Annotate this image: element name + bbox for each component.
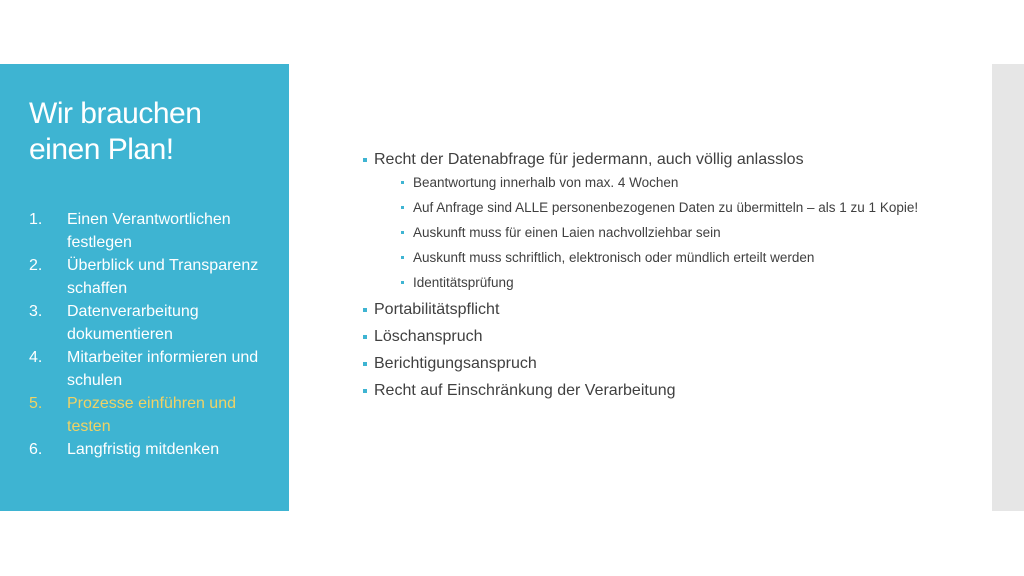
step-text: Langfristig mitdenken: [67, 441, 220, 458]
side-scrollbar[interactable]: [992, 64, 1024, 511]
step-number: 3.: [29, 303, 43, 320]
bullet-item: Berichtigungsanspruch: [358, 354, 968, 374]
sub-bullet-item: Beantwortung innerhalb von max. 4 Wochen: [358, 175, 968, 191]
bullet-item: Löschanspruch: [358, 327, 968, 347]
bullet-item: Portabilitätspflicht: [358, 300, 968, 320]
plan-step-6: [29, 438, 284, 461]
sub-bullet-item: Identitätsprüfung: [358, 275, 968, 291]
plan-step-4: [29, 346, 284, 392]
step-number: 4.: [29, 349, 43, 366]
step-text: Prozesse einführen und testen: [67, 395, 236, 435]
slide-title: Wir brauchen einen Plan!: [29, 97, 202, 166]
step-number: 1.: [29, 211, 43, 228]
step-text: Mitarbeiter informieren und schulen: [67, 349, 259, 389]
step-text: Überblick und Transparenz schaffen: [67, 257, 259, 297]
bullet-item: Recht auf Einschränkung der Verarbeitung: [358, 381, 968, 401]
sub-bullet-list: [358, 175, 968, 291]
plan-step-5-current: [29, 392, 284, 438]
plan-step-2: [29, 254, 284, 300]
bullet-item: Recht der Datenabfrage für jedermann, auch völlig anlasslos: [358, 150, 968, 170]
step-text: Einen Verantwortlichen festlegen: [67, 211, 231, 251]
plan-step-3: [29, 300, 284, 346]
sub-bullet-item: Auf Anfrage sind ALLE personenbezogenen Daten zu übermitteln – als 1 zu 1 Kopie!: [358, 200, 968, 216]
plan-steps-list: [29, 208, 284, 461]
content-bullets: [358, 150, 968, 408]
step-text: Datenverarbeitung dokumentieren: [67, 303, 199, 343]
step-number: 6.: [29, 441, 43, 458]
step-number: 2.: [29, 257, 43, 274]
step-number: 5.: [29, 395, 43, 412]
sub-bullet-item: Auskunft muss für einen Laien nachvollziehbar sein: [358, 225, 968, 241]
sub-bullet-item: Auskunft muss schriftlich, elektronisch oder mündlich erteilt werden: [358, 250, 968, 266]
plan-step-1: [29, 208, 284, 254]
